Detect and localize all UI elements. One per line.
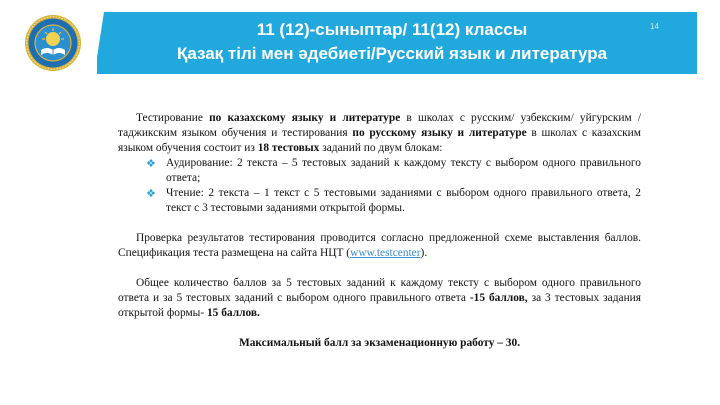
list-item <box>118 156 641 186</box>
score-paragraph <box>118 276 641 321</box>
bold-text: -15 баллов, <box>469 292 528 304</box>
diamond-bullet-icon: ❖ <box>146 188 156 200</box>
text-run: в школах с казахским языком обучения состоит из <box>118 127 641 154</box>
diamond-bullet-icon: ❖ <box>146 158 156 170</box>
page-number: 14 <box>650 22 659 31</box>
text-run: в школах с русским/ узбекским/ уйгурским / таджикским языком обучения и тестирования <box>118 112 641 139</box>
bold-text: по казахскому языку и литературе <box>209 112 401 124</box>
text-run: Общее количество баллов за 5 тестовых заданий к каждому тексту с выбором одного правильного ответа и за 5 тестовых заданий с выбором одного правильного ответа <box>118 277 641 304</box>
bullet-text: Чтение: 2 текста – 1 текст с 5 тестовыми заданиями с выбором одного правильного ответа, 2 текст с 3 тестовыми заданиями открытой формы. <box>166 187 641 214</box>
bold-text: 18 тестовых <box>257 142 320 154</box>
ministry-emblem-icon <box>24 14 82 72</box>
verification-paragraph <box>118 231 641 261</box>
title-line-2: Қазақ тілі мен әдебиеті/Русский язык и литература <box>176 44 608 63</box>
text-run: Тестирование <box>136 112 210 124</box>
slide-title <box>104 18 680 66</box>
bold-text: по русскому языку и литературе <box>352 127 527 139</box>
text-run: за 3 тестовых задания открытой формы- <box>118 292 642 319</box>
testcenter-link[interactable]: www.testcenter <box>350 247 421 259</box>
text-run: заданий по двум блокам: <box>319 142 443 154</box>
max-score-line: Максимальный балл за экзаменационную работу – 30. <box>238 337 521 349</box>
text-run: Проверка результатов тестирования проводится согласно предложенной схеме выставления баллов. Спецификация теста размещена на сайта НЦТ ( <box>118 232 641 259</box>
list-item <box>118 186 641 216</box>
text-run: ). <box>420 247 428 259</box>
title-line-1: 11 (12)-сыныптар/ 11(12) классы <box>256 20 528 39</box>
bold-text: 15 баллов. <box>206 307 260 319</box>
slide-body <box>118 111 641 351</box>
intro-paragraph <box>118 111 641 156</box>
bullet-text: Аудирование: 2 текста – 5 тестовых заданий к каждому тексту с выбором одного правильного ответа; <box>166 157 641 184</box>
